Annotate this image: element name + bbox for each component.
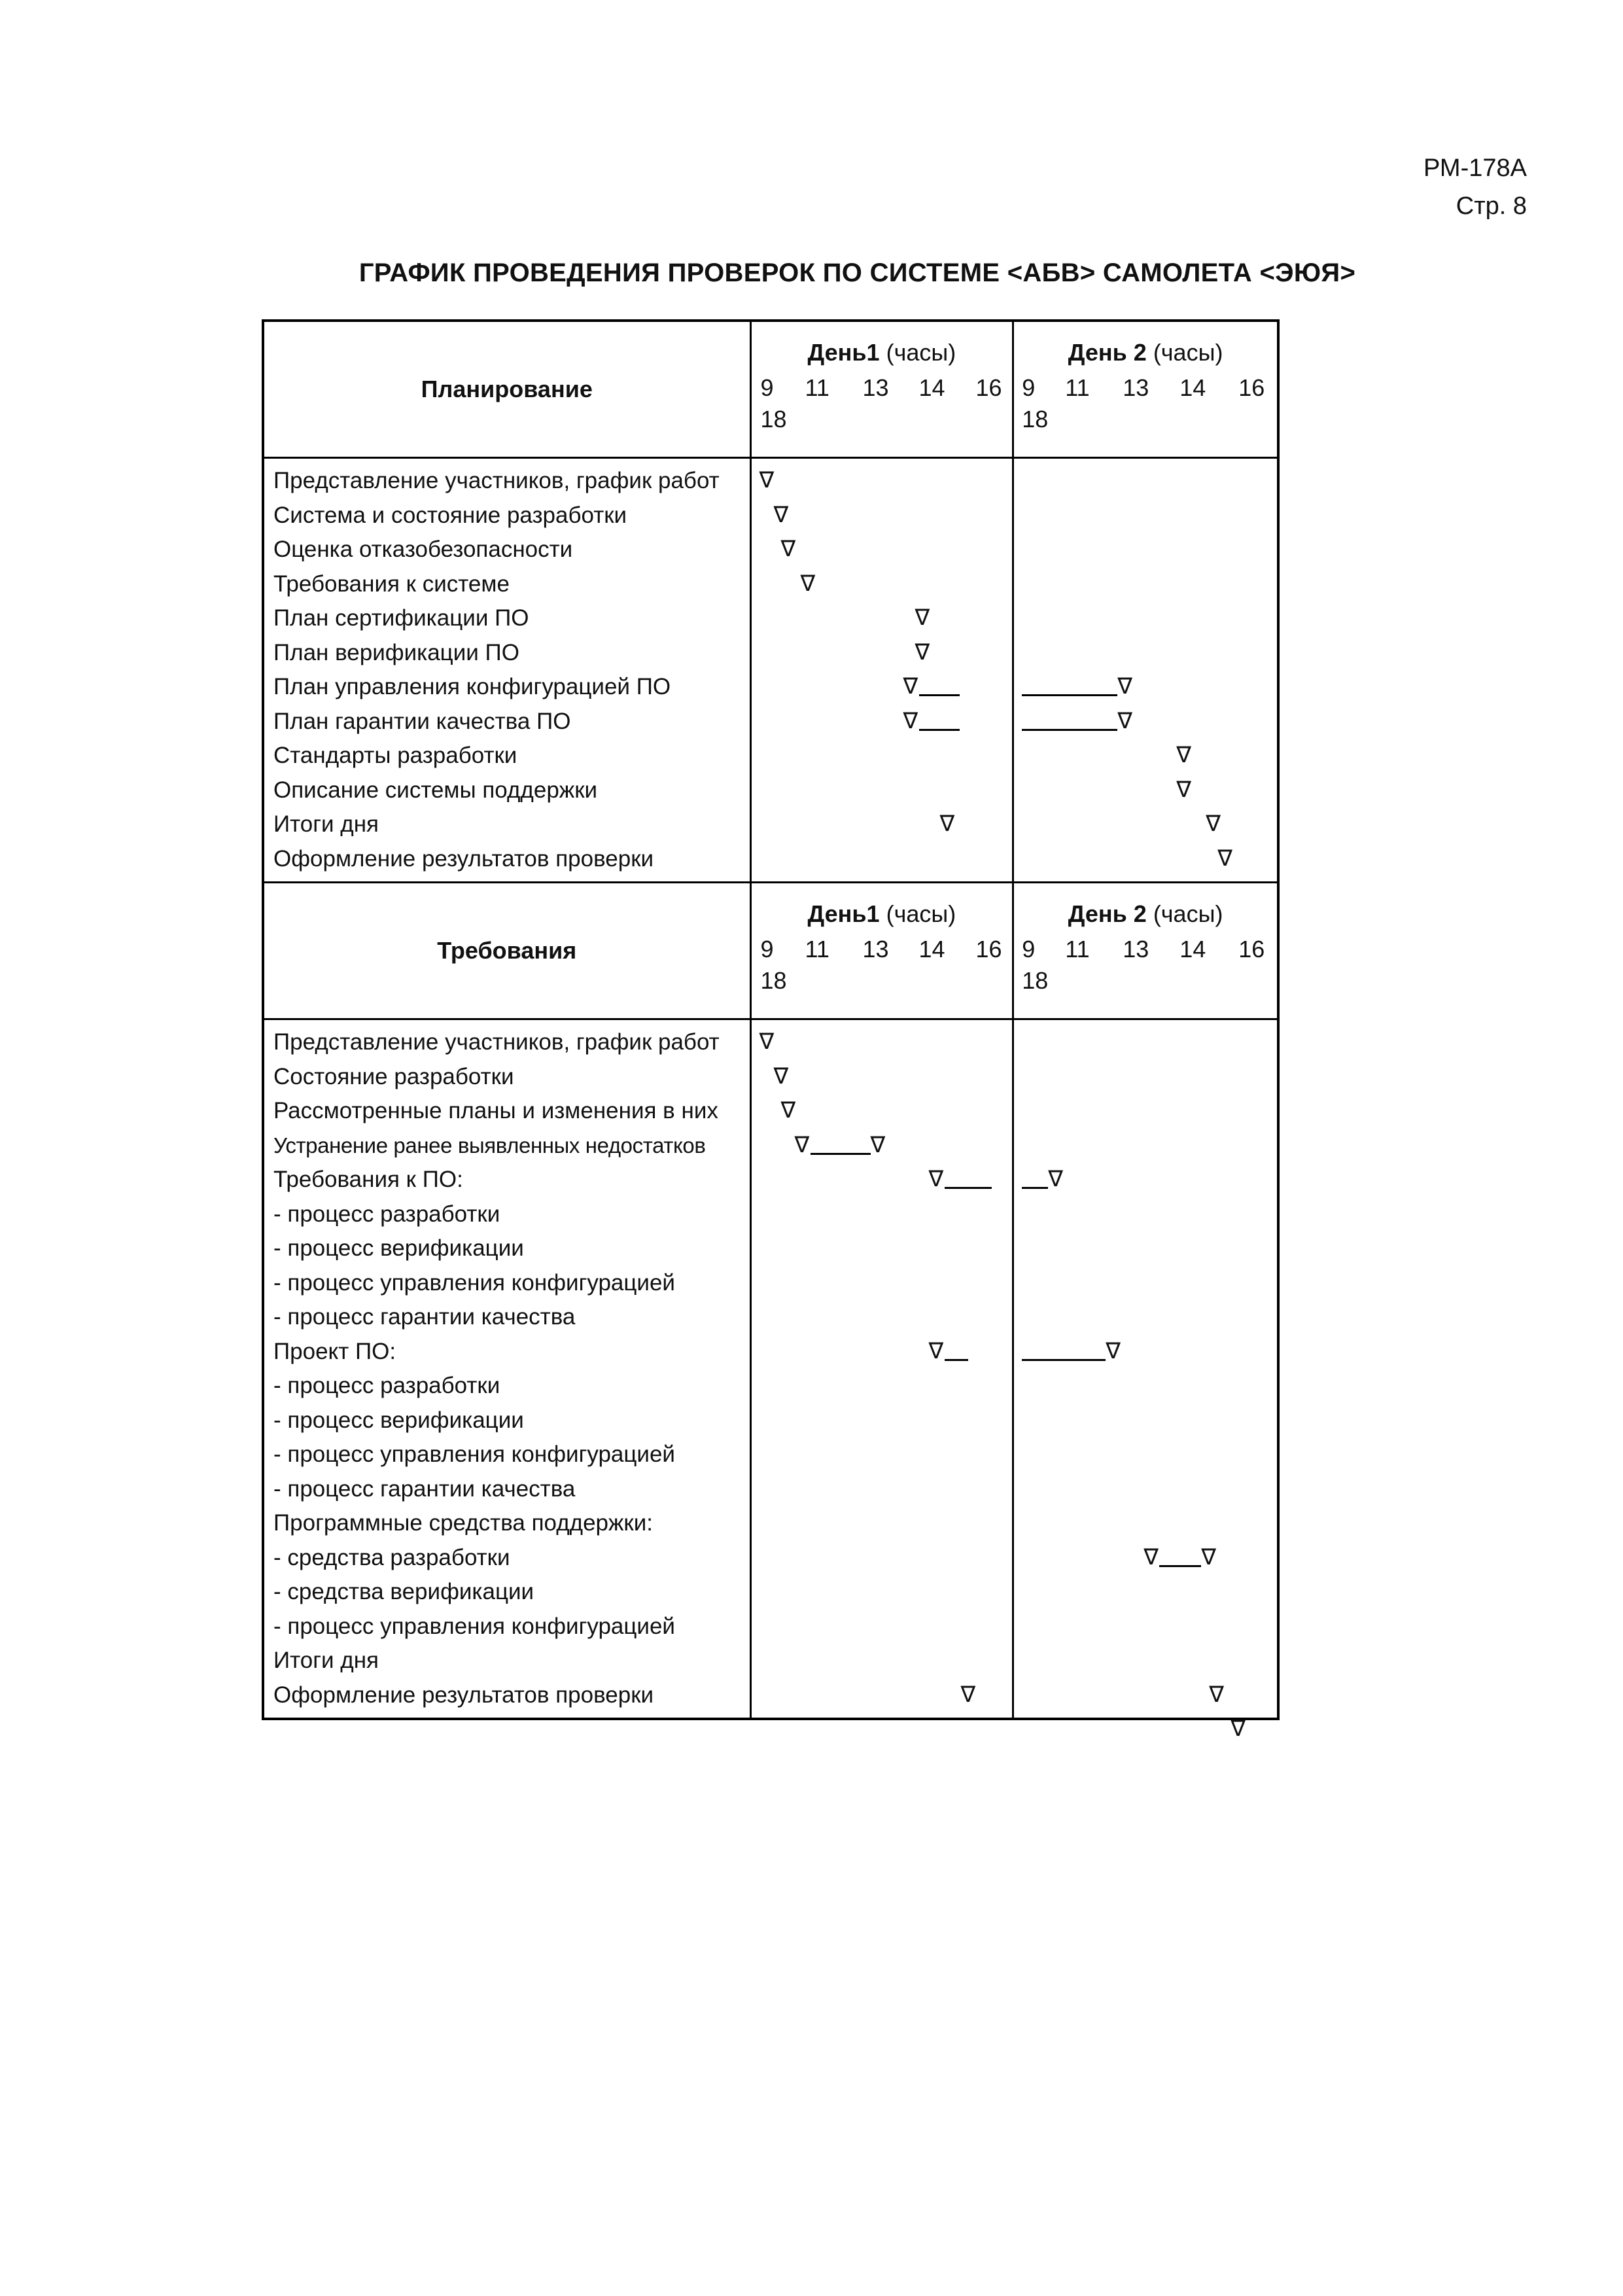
activity-row: - процесс гарантии качества: [273, 1475, 576, 1502]
section-header-planning: [264, 322, 1277, 459]
schedule-marker: ∇: [870, 1132, 886, 1158]
duration-line: [1022, 694, 1117, 696]
hour-label: 13: [1123, 936, 1149, 963]
schedule-marker: ∇: [928, 1166, 944, 1192]
day2-header: [1014, 883, 1277, 1018]
duration-line: [945, 1187, 992, 1189]
activity-row: Итоги дня: [273, 811, 379, 837]
hours-units: (часы): [1153, 339, 1223, 366]
hour-label: 16: [1238, 936, 1265, 963]
day1-column: [752, 459, 1015, 881]
hours-units: (часы): [886, 339, 956, 366]
duration-line: [945, 1359, 968, 1361]
schedule-marker: ∇: [960, 1682, 976, 1708]
activity-row: Итоги дня: [273, 1648, 379, 1673]
hour-label: 11: [1065, 936, 1090, 963]
activity-row: Оформление результатов проверки: [273, 1682, 654, 1708]
schedule-marker: ∇: [939, 811, 955, 837]
page-number: Стр. 8: [1456, 192, 1527, 220]
schedule-marker: ∇: [1206, 811, 1221, 837]
day1-label: [752, 900, 1013, 928]
schedule-marker: ∇: [1117, 673, 1132, 699]
day1-label: [752, 339, 1013, 366]
activity-row: - процесс разработки: [273, 1201, 500, 1227]
hour-label: 9: [1022, 374, 1036, 401]
hour-label: 13: [1123, 374, 1149, 401]
hour-label: 9: [760, 936, 774, 963]
hour-label-18: 18: [1022, 406, 1049, 433]
activity-row: Рассмотренные планы и изменения в них: [273, 1098, 718, 1123]
hour-label: 16: [1238, 374, 1265, 401]
activity-row: Представление участников, график работ: [273, 468, 720, 493]
schedule-marker: ∇: [759, 467, 775, 493]
activity-row: Проект ПО:: [273, 1338, 396, 1364]
hour-label: 11: [1065, 374, 1090, 401]
activity-row: Состояние разработки: [273, 1063, 514, 1089]
day2-bold-label: День 2: [1068, 900, 1147, 927]
section-body-requirements: [264, 1020, 1277, 1742]
section-body-planning: [264, 459, 1277, 883]
schedule-table: [262, 319, 1280, 1742]
schedule-marker: ∇: [1143, 1544, 1159, 1570]
duration-line: [1022, 1187, 1048, 1189]
hour-label-18: 18: [760, 967, 787, 994]
doc-code: РМ-178А: [1423, 154, 1527, 182]
hour-label: 13: [862, 374, 889, 401]
activity-row: - процесс верификации: [273, 1235, 524, 1261]
hour-label: 9: [1022, 936, 1036, 963]
hours-units: (часы): [886, 900, 956, 927]
activity-list: [264, 1020, 752, 1718]
hour-label: 14: [1179, 374, 1206, 401]
day1-header: [752, 883, 1015, 1018]
hour-label: 11: [805, 374, 829, 401]
schedule-marker: ∇: [780, 536, 796, 562]
activity-row: Оформление результатов проверки: [273, 845, 654, 872]
schedule-marker: ∇: [1176, 777, 1191, 803]
activity-row: Требования к ПО:: [273, 1167, 463, 1192]
day2-bold-label: День 2: [1068, 339, 1147, 366]
activity-row: Устранение ранее выявленных недостатков: [273, 1133, 706, 1157]
day1-bold-label: День1: [807, 339, 880, 366]
section-header-requirements: [264, 883, 1277, 1020]
schedule-marker: ∇: [780, 1097, 796, 1123]
duration-line: [1022, 729, 1117, 731]
hour-label: 14: [918, 374, 945, 401]
activity-row: План гарантии качества ПО: [273, 708, 571, 734]
schedule-marker: ∇: [1209, 1682, 1224, 1708]
schedule-marker: ∇: [800, 571, 816, 597]
day2-label: [1014, 339, 1277, 366]
hour-label: 11: [805, 936, 829, 963]
schedule-marker: ∇: [915, 639, 930, 665]
activity-row: - процесс управления конфигурацией: [273, 1269, 675, 1296]
activity-row: - процесс управления конфигурацией: [273, 1441, 675, 1467]
activity-row: Стандарты разработки: [273, 743, 517, 768]
schedule-marker: ∇: [1217, 845, 1232, 872]
hour-label-18: 18: [760, 406, 787, 433]
hours-units: (часы): [1153, 900, 1223, 927]
activity-row: - процесс верификации: [273, 1407, 524, 1433]
activity-row: Система и состояние разработки: [273, 502, 627, 528]
day2-column: [1014, 459, 1277, 881]
day1-bold-label: День1: [807, 900, 880, 927]
document-title: ГРАФИК ПРОВЕДЕНИЯ ПРОВЕРОК ПО СИСТЕМЕ <АБВ> САМОЛЕТА <ЭЮЯ>: [358, 258, 1356, 287]
day1-column: [752, 1020, 1015, 1718]
schedule-marker: ∇: [773, 502, 789, 528]
activity-row: - процесс управления конфигурацией: [273, 1613, 675, 1639]
duration-line: [919, 729, 960, 731]
activity-list: [264, 459, 752, 881]
schedule-marker: ∇: [1176, 742, 1191, 768]
schedule-marker: ∇: [903, 673, 918, 699]
activity-row: План сертификации ПО: [273, 605, 529, 631]
document-header: [1423, 149, 1527, 225]
schedule-marker: ∇: [1117, 708, 1132, 734]
day2-label: [1014, 900, 1277, 928]
day2-column: [1014, 1020, 1277, 1742]
activity-row: Оценка отказобезопасности: [273, 537, 573, 562]
duration-line: [811, 1153, 871, 1155]
hour-label: 13: [862, 936, 889, 963]
schedule-marker: ∇: [903, 708, 918, 734]
activity-row: - средства разработки: [273, 1544, 510, 1570]
hour-label-18: 18: [1022, 967, 1049, 994]
hour-label: 14: [918, 936, 945, 963]
section-title: Требования: [264, 883, 752, 1018]
activity-row: - процесс гарантии качества: [273, 1304, 576, 1330]
hour-label: 9: [760, 374, 774, 401]
duration-line: [1159, 1565, 1201, 1567]
hour-label: 14: [1179, 936, 1206, 963]
activity-row: - средства верификации: [273, 1579, 534, 1604]
duration-line: [919, 694, 960, 696]
schedule-marker: ∇: [1230, 1716, 1246, 1742]
schedule-marker: ∇: [1106, 1338, 1121, 1364]
activity-row: Требования к системе: [273, 571, 510, 597]
activity-row: - процесс разработки: [273, 1373, 500, 1398]
schedule-marker: ∇: [928, 1338, 944, 1364]
activity-row: Представление участников, график работ: [273, 1029, 720, 1055]
duration-line: [1022, 1359, 1106, 1361]
day1-header: [752, 322, 1015, 457]
schedule-marker: ∇: [915, 605, 930, 631]
schedule-marker: ∇: [759, 1029, 775, 1055]
hour-label: 16: [975, 936, 1002, 963]
schedule-marker: ∇: [794, 1132, 810, 1158]
day2-header: [1014, 322, 1277, 457]
activity-row: Программные средства поддержки:: [273, 1510, 654, 1536]
section-title: Планирование: [264, 322, 752, 457]
schedule-marker: ∇: [1201, 1544, 1216, 1570]
activity-row: План верификации ПО: [273, 639, 519, 665]
schedule-marker: ∇: [773, 1063, 789, 1089]
schedule-marker: ∇: [1048, 1166, 1063, 1192]
activity-row: Описание системы поддержки: [273, 777, 598, 803]
hour-label: 16: [975, 374, 1002, 401]
activity-row: План управления конфигурацией ПО: [273, 674, 671, 699]
